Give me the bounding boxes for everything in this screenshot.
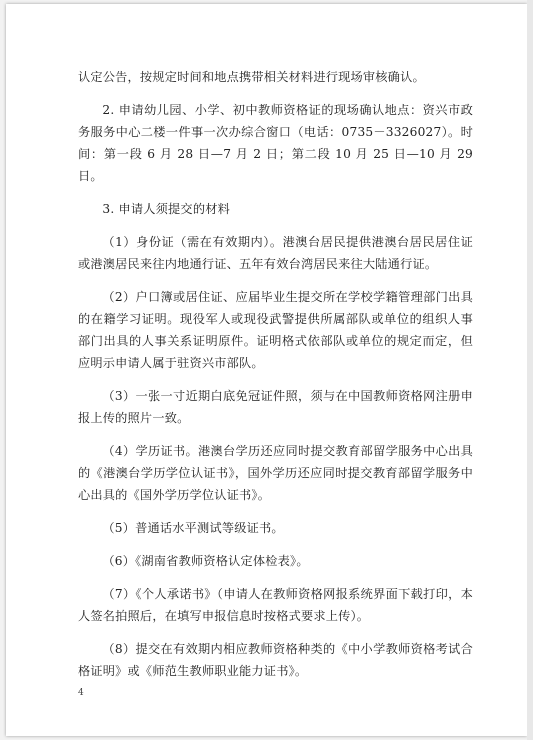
document-body <box>78 66 473 693</box>
paragraph-11: （8）提交在有效期内相应教师资格种类的《中小学教师资格考试合格证明》或《师范生教师职业能力证书》。 <box>78 642 473 678</box>
paragraph-8: （5）普通话水平测试等级证书。 <box>102 521 284 535</box>
paragraph-9: （6）《湖南省教师资格认定体检表》。 <box>102 554 309 568</box>
paragraph-10: （7）《个人承诺书》（申请人在教师资格网报系统界面下载打印，本人签名拍照后，在填写申报信息时按格式要求上传）。 <box>78 587 473 623</box>
paragraph-1: 认定公告，按规定时间和地点携带相关材料进行现场审核确认。 <box>78 70 425 84</box>
paragraph-5: （2）户口簿或居住证、应届毕业生提交所在学校学籍管理部门出具的在籍学习证明。现役军人或现役武警提供所属部队或单位的组织人事部门出具的人事关系证明原件。证明格式依部队或单位的规定而定，但应明示申请人属于驻资兴市部队。 <box>78 290 473 370</box>
document-page <box>6 4 527 736</box>
paragraph-3: 3. 申请人须提交的材料 <box>102 202 230 216</box>
paragraph-2: 2. 申请幼儿园、小学、初中教师资格证的现场确认地点：资兴市政务服务中心二楼一件事一次办综合窗口（电话：0735－3326027）。时间：第一段 6 月 28 日—7 月 2 日；第二段 10 月 25 日—10 月 29 日。 <box>78 103 473 183</box>
scrollbar[interactable] <box>527 0 533 740</box>
paragraph-7: （4）学历证书。港澳台学历还应同时提交教育部留学服务中心出具的《港澳台学历学位认证书》，国外学历还应同时提交教育部留学服务中心出具的《国外学历学位认证书》。 <box>78 444 473 502</box>
paragraph-6: （3）一张一寸近期白底免冠证件照，须与在中国教师资格网注册申报上传的照片一致。 <box>78 389 473 425</box>
page-number: 4 <box>78 688 84 698</box>
paragraph-4: （1）身份证（需在有效期内）。港澳台居民提供港澳台居民居住证或港澳居民来往内地通行证、五年有效台湾居民来往大陆通行证。 <box>78 235 473 271</box>
